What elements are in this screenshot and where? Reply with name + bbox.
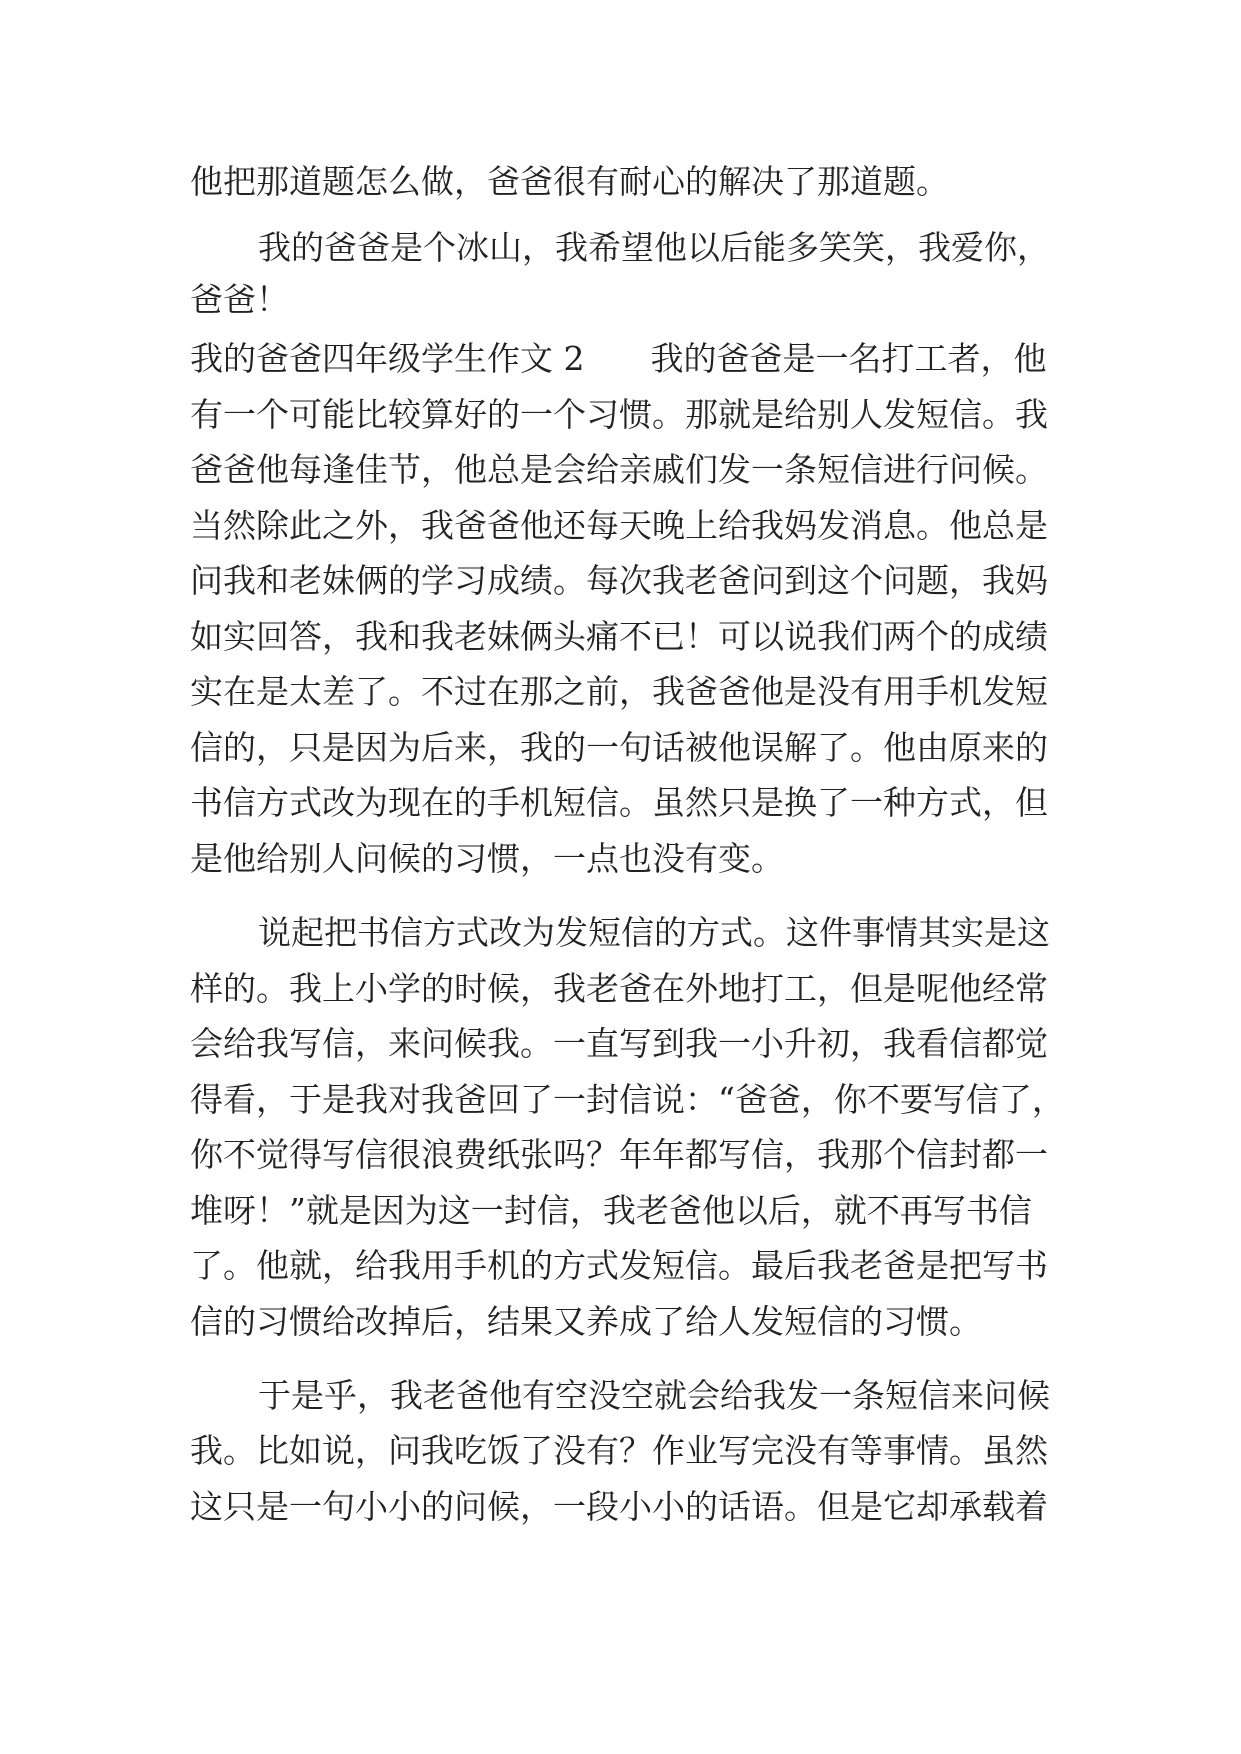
text-line-13: 是他给别人问候的习惯，一点也没有变。 xyxy=(190,839,784,878)
text-line-16: 会给我写信，来问候我。一直写到我一小升初，我看信都觉 xyxy=(190,1024,1048,1063)
section-heading-line: 我的爸爸四年级学生作文 2 我的爸爸是一名打工者，他 xyxy=(190,339,1047,378)
text-line-1: 他把那道题怎么做，爸爸很有耐心的解决了那道题。 xyxy=(190,162,949,201)
text-line-18: 你不觉得写信很浪费纸张吗？年年都写信，我那个信封都一 xyxy=(190,1135,1048,1174)
text-line-2: 我的爸爸是个冰山，我希望他以后能多笑笑，我爱你， xyxy=(258,228,1050,267)
text-line-12: 书信方式改为现在的手机短信。虽然只是换了一种方式，但 xyxy=(190,783,1048,822)
text-line-9: 如实回答，我和我老妹俩头痛不已！可以说我们两个的成绩 xyxy=(190,617,1048,656)
text-line-10: 实在是太差了。不过在那之前，我爸爸他是没有用手机发短 xyxy=(190,672,1048,711)
text-line-11: 信的，只是因为后来，我的一句话被他误解了。他由原来的 xyxy=(190,728,1048,767)
text-line-23: 我。比如说，问我吃饭了没有？作业写完没有等事情。虽然 xyxy=(190,1431,1048,1470)
text-line-17: 得看，于是我对我爸回了一封信说：“爸爸，你不要写信了， xyxy=(190,1080,1065,1119)
text-line-8: 问我和老妹俩的学习成绩。每次我老爸问到这个问题，我妈 xyxy=(190,561,1048,600)
text-line-19: 堆呀！”就是因为这一封信，我老爸他以后，就不再写书信 xyxy=(190,1191,1032,1230)
text-line-3: 爸爸！ xyxy=(190,280,289,319)
text-line-20: 了。他就，给我用手机的方式发短信。最后我老爸是把写书 xyxy=(190,1246,1048,1285)
text-line-5: 有一个可能比较算好的一个习惯。那就是给别人发短信。我 xyxy=(190,395,1048,434)
text-line-6: 爸爸他每逢佳节，他总是会给亲戚们发一条短信进行问候。 xyxy=(190,450,1048,489)
text-line-24: 这只是一句小小的问候，一段小小的话语。但是它却承载着 xyxy=(190,1487,1048,1526)
text-line-21: 信的习惯给改掉后，结果又养成了给人发短信的习惯。 xyxy=(190,1302,982,1341)
text-line-7: 当然除此之外，我爸爸他还每天晚上给我妈发消息。他总是 xyxy=(190,506,1048,545)
text-line-15: 样的。我上小学的时候，我老爸在外地打工，但是呢他经常 xyxy=(190,969,1048,1008)
text-line-22: 于是乎，我老爸他有空没空就会给我发一条短信来问候 xyxy=(258,1376,1050,1415)
text-line-14: 说起把书信方式改为发短信的方式。这件事情其实是这 xyxy=(258,913,1050,952)
